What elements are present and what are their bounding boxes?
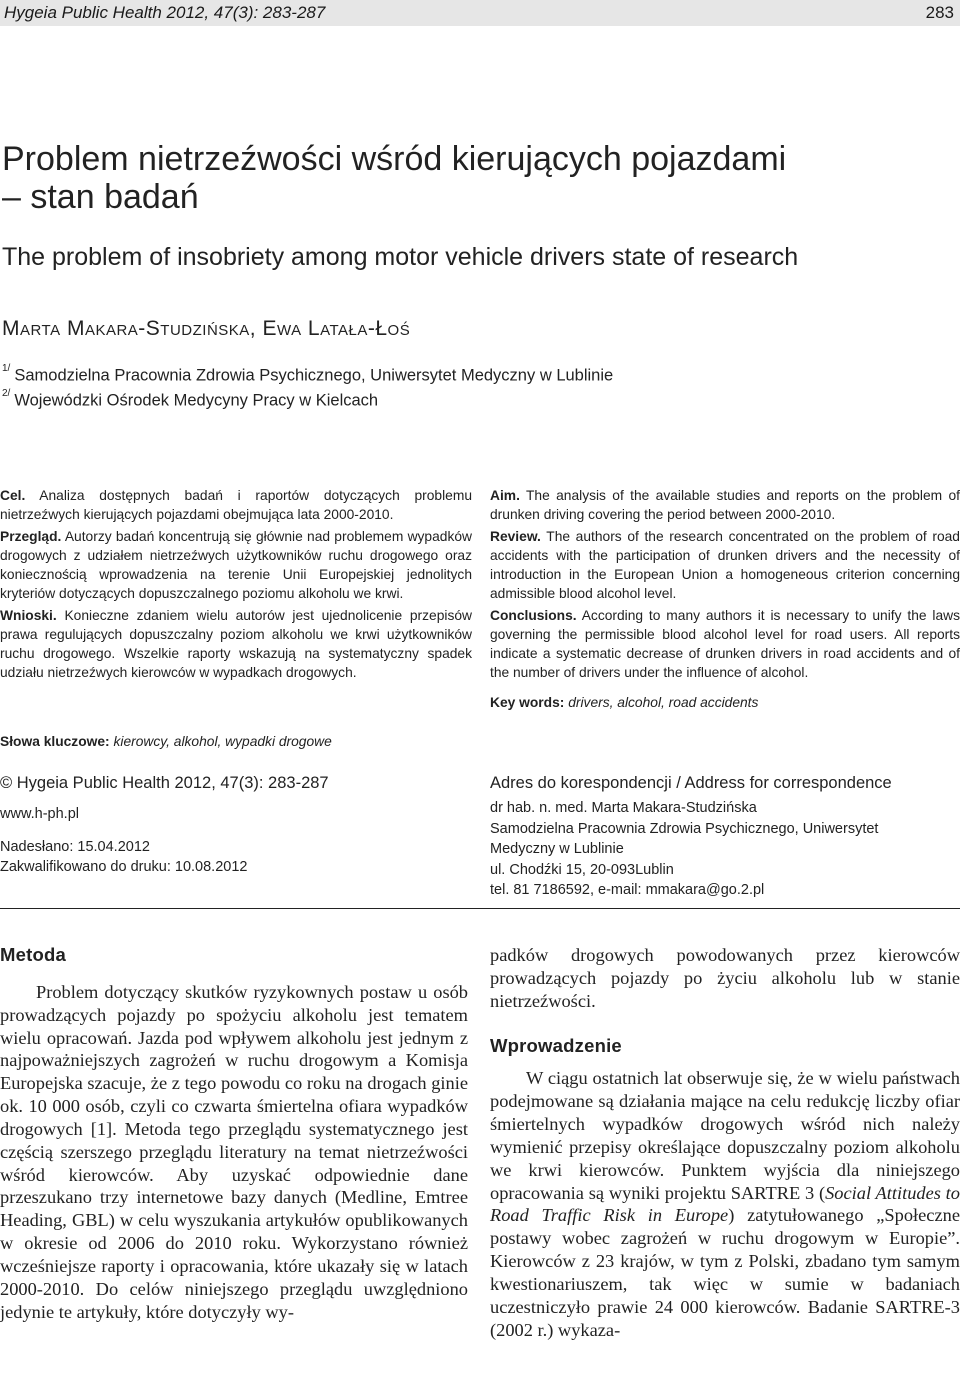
text-keywords-en: drivers, alcohol, road accidents <box>568 695 759 710</box>
label-przeglad: Przegląd. <box>0 529 62 544</box>
keywords-polish <box>0 732 472 751</box>
label-review: Review. <box>490 529 541 544</box>
body-left-column <box>0 944 468 1324</box>
wprowadzenie-part-a: W ciągu ostatnich lat obserwuje się, że w wielu państwach podejmowane są działania mające na celu redukcję liczby ofiar śmiertelnych wypadków drogowych wśród nich należy wymienić przepisy określające dopuszczalny poziom alkoholu we krwi kierowców. Punktem wyjścia dla niniejszego opracowania są wyniki projektu SARTRE 3 ( <box>490 1068 960 1203</box>
text-review: The authors of the research concentrated on the problem of road accidents with the participation of drunken drivers and the necessity of introduction in the European Union a homogeneous criterion concerning admissible blood alcohol level. <box>490 529 960 601</box>
label-keywords-pl: Słowa kluczowe: <box>0 734 110 749</box>
correspondence-street: ul. Chodźki 15, 20-093Lublin <box>490 861 674 878</box>
journal-citation: Hygeia Public Health 2012, 47(3): 283-287 <box>4 3 326 22</box>
label-wnioski: Wnioski. <box>0 608 57 623</box>
title-line-1: Problem nietrzeźwości wśród kierujących pojazdami <box>2 140 787 178</box>
abstract-przeglad <box>0 527 472 603</box>
abstract-aim <box>490 486 960 524</box>
running-head <box>0 0 960 26</box>
abstract-wnioski <box>0 606 472 682</box>
journal-url[interactable]: www.h-ph.pl <box>0 806 79 822</box>
affiliation-text: Samodzielna Pracownia Zdrowia Psychicznego, Uniwersytet Medyczny w Lublinie <box>14 366 614 385</box>
text-keywords-pl: kierowcy, alkohol, wypadki drogowe <box>113 734 332 749</box>
keywords-english <box>490 693 960 712</box>
abstract-polish <box>0 486 472 685</box>
abstract-conclusions <box>490 606 960 682</box>
affiliation-1 <box>2 363 614 386</box>
wprowadzenie-part-b: ) zatytułowanego „Społeczne postawy wobec zagrożeń w ruchu drogowym w Europie”. Kierowców z 23 krajów, w tym z Polski, zbadano tym samym kwestionariuszem, tak więc w sumie w badaniach uczestniczyło prawie 24 000 kierowców. Badanie SARTRE-3 (2002 r.) wykaza- <box>490 1205 960 1340</box>
wprowadzenie-italic: Social Attitudes to Road Traffic Risk in Europe <box>490 1182 960 1226</box>
correspondence-heading: Adres do korespondencji / Address for correspondence <box>490 774 892 792</box>
heading-wprowadzenie: Wprowadzenie <box>490 1034 622 1056</box>
affiliation-marker: 2/ <box>2 388 11 399</box>
publication-info <box>0 772 470 878</box>
label-cel: Cel. <box>0 488 26 503</box>
accepted-date: Zakwalifikowano do druku: 10.08.2012 <box>0 859 248 875</box>
correspondence-contact: tel. 81 7186592, e-mail: mmakara@go.2.pl <box>490 882 765 898</box>
body-right-column <box>490 944 960 1342</box>
article-title-polish <box>2 140 952 216</box>
copyright-line: © Hygeia Public Health 2012, 47(3): 283-287 <box>0 774 329 792</box>
text-wnioski: Konieczne zdaniem wielu autorów jest ujednolicenie przepisów prawa regulujących dopuszczalny poziom alkoholu we krwi użytkowników ruchu drogowego. Wszelkie raporty wskazują na systematyczny spadek udziału nietrzeźwych kierowców w wypadkach drogowych. <box>0 608 472 680</box>
article-title-english: The problem of insobriety among motor vehicle drivers state of research <box>2 243 799 271</box>
section-divider <box>0 908 960 909</box>
paragraph-continuation: padków drogowych powodowanych przez kierowców prowadzących pojazdy po życiu alkoholu lub w stanie nietrzeźwości. <box>490 945 960 1011</box>
paragraph-metoda: Problem dotyczący skutków ryzykownych postaw u osób prowadzących pojazdy po spożyciu alkoholu jest tematem wielu opracowań. Jazda pod wpływem alkoholu jest jednym z najpoważniejszych zagrożeń w ruchu drogowym a Komisja Europejska szacuje, że z tego powodu co roku na drogach ginie ok. 10 000 osób, czyli co czwarta śmiertelna ofiara wypadków drogowych [1]. Metoda tego przeglądu systematycznego jest częścią szerszego przeglądu literatury na temat nietrzeźwości wśród kierowców. Aby uzyskać odpowiednie dane przeszukano trzy internetowe bazy danych (Medline, Emtree Heading, GBL) w celu wyszukania artykułów opublikowanych w okresie od 2006 do 2010 roku. Wykorzystano również wcześniejsze raporty i opracowania, które ukazały się w latach 2000-2010. Do celów niniejszego przeglądu uwzględniono jedynie te artykuły, które dotyczyły wy- <box>0 981 468 1322</box>
affiliation-2 <box>2 388 379 411</box>
correspondence-block <box>490 772 960 901</box>
page-number: 283 <box>925 3 954 22</box>
paragraph-wprowadzenie <box>490 1067 960 1341</box>
correspondence-institution-2: Medyczny w Lublinie <box>490 841 624 857</box>
heading-metoda: Metoda <box>0 944 66 965</box>
label-aim: Aim. <box>490 488 520 503</box>
correspondence-institution-1: Samodzielna Pracownia Zdrowia Psychicznego, Uniwersytet <box>490 820 879 837</box>
abstract-english <box>490 486 960 685</box>
abstract-review <box>490 527 960 603</box>
title-line-2: – stan badań <box>2 178 199 216</box>
correspondence-name: dr hab. n. med. Marta Makara-Studzińska <box>490 800 757 816</box>
label-conclusions: Conclusions. <box>490 608 577 623</box>
text-cel: Analiza dostępnych badań i raportów dotyczących problemu nietrzeźwych kierujących pojazdami obejmująca lata 2000-2010. <box>0 488 472 522</box>
submitted-date: Nadesłano: 15.04.2012 <box>0 838 150 855</box>
text-aim: The analysis of the available studies and reports on the problem of drunken driving covering the period between 2000-2010. <box>490 488 960 522</box>
authors: Marta Makara-Studzińska, Ewa Latała-Łoś <box>2 317 411 340</box>
text-conclusions: According to many authors it is necessary to unify the laws governing the permissible blood alcohol level for road users. All reports indicate a systematic decrease of drunken drivers in road accidents and of the number of drivers under the influence of alcohol. <box>490 608 960 680</box>
abstract-cel <box>0 486 472 524</box>
label-keywords-en: Key words: <box>490 695 565 710</box>
affiliation-text: Wojewódzki Ośrodek Medycyny Pracy w Kielcach <box>14 391 379 410</box>
affiliation-marker: 1/ <box>2 363 11 374</box>
text-przeglad: Autorzy badań koncentrują się głównie nad problemem wypadków drogowych z udziałem nietrzeźwych użytkowników ruchu drogowego oraz koniecznością wprowadzenia na terenie Unii Europejskiej jednolitych kryteriów dotyczących dopuszczalnego poziomu alkoholu we krwi. <box>0 529 472 601</box>
